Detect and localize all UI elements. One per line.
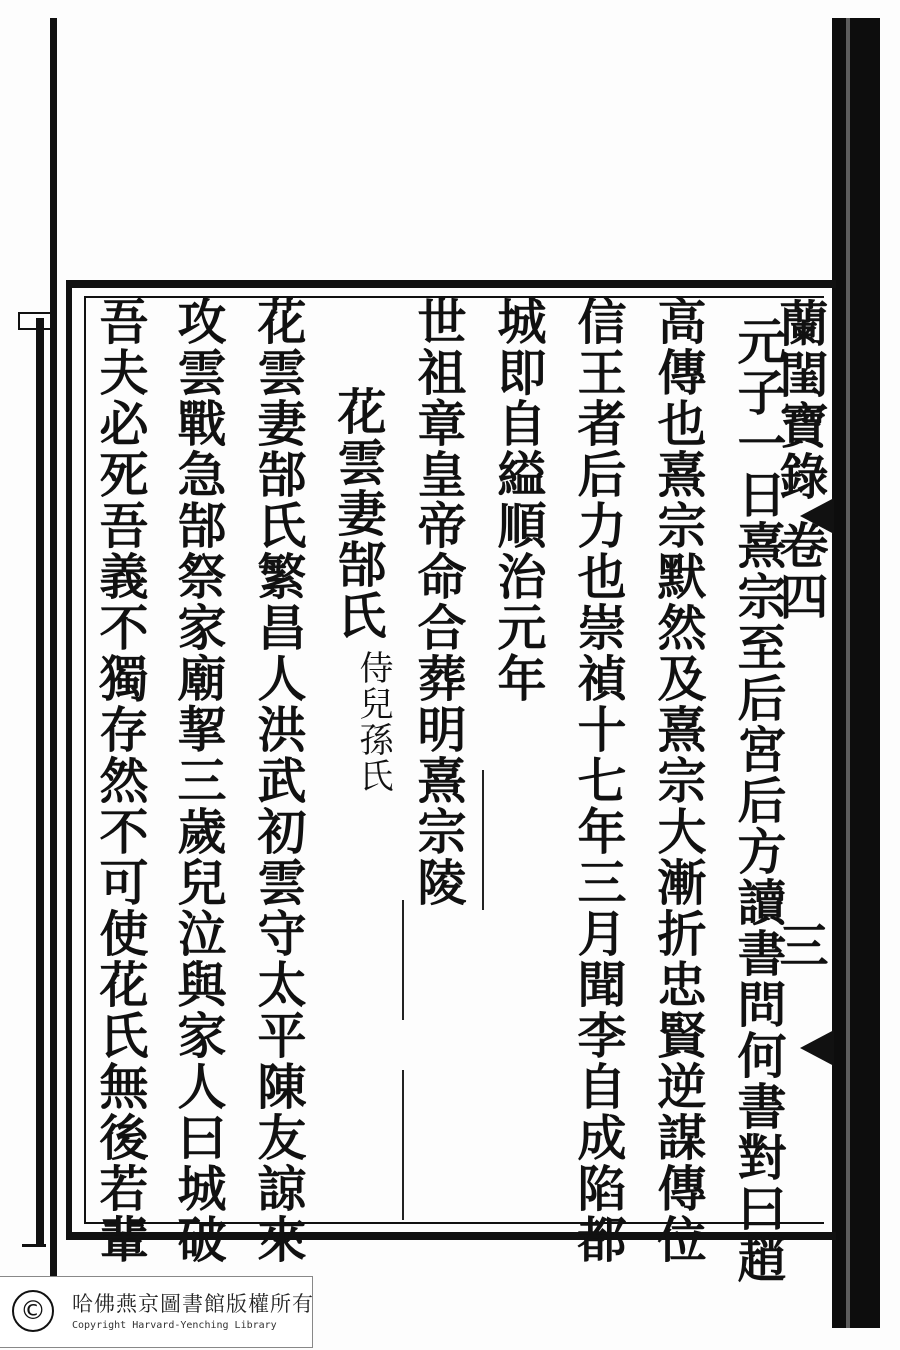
left-bracket-top-tick: [18, 312, 50, 330]
text-column-6: 花雲妻郜氏繁昌人洪武初雲守太平陳友諒來: [250, 296, 308, 1265]
copyright-text-chinese: 哈佛燕京圖書館版權所有: [72, 1292, 314, 1316]
text-column-7: 攻雲戰急郜祭家廟挈三歲兒泣與家人曰城破: [170, 296, 228, 1265]
volume-number: 卷四: [772, 520, 830, 622]
column-rule: [402, 900, 404, 1020]
text-column-4: 城即自縊順治元年: [490, 296, 548, 704]
entry-note: 侍兒孫氏: [353, 650, 393, 794]
column-rule: [402, 1070, 404, 1220]
left-bracket: [36, 318, 44, 1246]
copyright-icon: ©: [12, 1290, 54, 1332]
text-column-5: 世祖章皇帝命合葬明熹宗陵: [410, 296, 468, 908]
text-column-3: 信王者后力也崇禎十七年三月聞李自成陷都: [570, 296, 628, 1265]
book-edge-bar: [50, 18, 57, 1290]
left-bracket-bottom-tick: [22, 1232, 46, 1247]
text-column-8: 吾夫必死吾義不獨存然不可使花氏無後若輩: [92, 296, 150, 1265]
entry-heading: 花雲妻郜氏: [330, 386, 388, 641]
column-rule: [482, 770, 484, 910]
copyright-text-english: Copyright Harvard-Yenching Library: [72, 1320, 277, 1331]
text-column-1: 元子一日熹宗至后宮后方讀書問何書對曰趙: [730, 316, 788, 1285]
fold-marker-top: [800, 498, 834, 534]
folio-number: 三: [772, 920, 830, 971]
fold-marker-bottom: [800, 1030, 834, 1066]
book-title: 蘭閨寶錄: [772, 298, 830, 502]
text-column-2: 高傳也熹宗默然及熹宗大漸折忠賢逆謀傳位: [650, 296, 708, 1265]
book-spine: [832, 18, 880, 1328]
spine-highlight: [846, 18, 850, 1328]
